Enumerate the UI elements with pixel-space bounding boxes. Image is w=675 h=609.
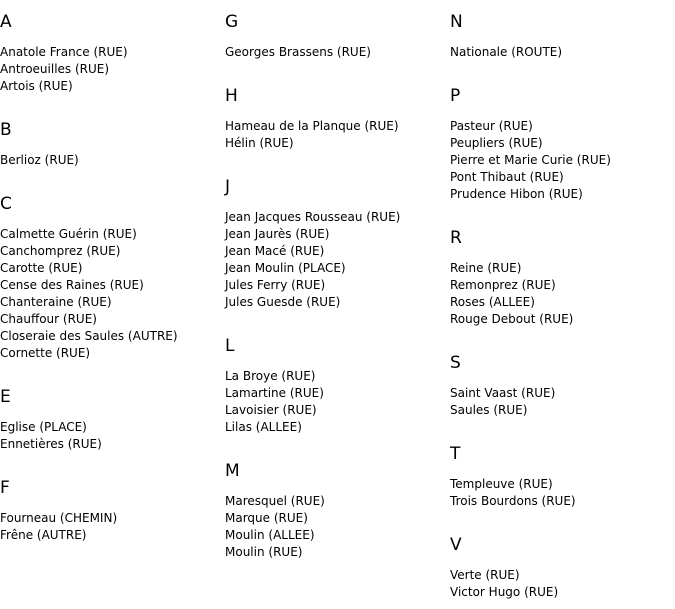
- street-list: [225, 44, 371, 61]
- letter-heading: J: [225, 177, 231, 197]
- street-list: [450, 44, 562, 61]
- street-item[interactable]: Ennetières (RUE): [0, 437, 102, 451]
- street-list: [0, 419, 102, 453]
- street-item[interactable]: Pont Thibaut (RUE): [450, 170, 564, 184]
- street-list: [450, 118, 611, 203]
- letter-heading: N: [450, 12, 463, 32]
- letter-group-p: [450, 86, 611, 203]
- street-list: [225, 118, 399, 152]
- letter-heading: G: [225, 12, 239, 32]
- letter-group-e: [0, 387, 102, 453]
- street-item[interactable]: Nationale (ROUTE): [450, 45, 563, 59]
- street-item[interactable]: Jean Moulin (PLACE): [225, 261, 346, 275]
- street-item[interactable]: Templeuve (RUE): [450, 477, 553, 491]
- street-item[interactable]: Jean Jaurès (RUE): [225, 227, 330, 241]
- letter-group-c: [0, 194, 178, 362]
- street-item[interactable]: Lavoisier (RUE): [225, 403, 317, 417]
- street-list: [225, 209, 400, 311]
- letter-heading: V: [450, 535, 462, 555]
- street-item[interactable]: Peupliers (RUE): [450, 136, 543, 150]
- street-item[interactable]: Jean Macé (RUE): [225, 244, 325, 258]
- street-item[interactable]: Verte (RUE): [450, 568, 520, 582]
- street-item[interactable]: Antroeuilles (RUE): [0, 62, 110, 76]
- street-item[interactable]: Jules Ferry (RUE): [225, 278, 326, 292]
- street-item[interactable]: Jean Jacques Rousseau (RUE): [225, 210, 401, 224]
- street-item[interactable]: Pierre et Marie Curie (RUE): [450, 153, 611, 167]
- street-item[interactable]: Cornette (RUE): [0, 346, 91, 360]
- street-list: [0, 152, 79, 169]
- street-item[interactable]: Reine (RUE): [450, 261, 522, 275]
- street-item[interactable]: Moulin (RUE): [225, 545, 303, 559]
- letter-heading: F: [0, 478, 10, 498]
- letter-group-f: [0, 478, 117, 544]
- street-list: [0, 44, 128, 95]
- street-item[interactable]: Chanteraine (RUE): [0, 295, 112, 309]
- letter-group-s: [450, 353, 555, 419]
- street-item[interactable]: Roses (ALLEE): [450, 295, 535, 309]
- street-item[interactable]: Lamartine (RUE): [225, 386, 324, 400]
- letter-group-j: [225, 177, 400, 311]
- letter-group-l: [225, 336, 324, 436]
- street-item[interactable]: Fourneau (CHEMIN): [0, 511, 118, 525]
- street-list: [450, 567, 558, 601]
- letter-heading: T: [450, 444, 461, 464]
- letter-heading: E: [0, 387, 11, 407]
- street-item[interactable]: Georges Brassens (RUE): [225, 45, 371, 59]
- street-item[interactable]: Anatole France (RUE): [0, 45, 128, 59]
- letter-heading: S: [450, 353, 461, 373]
- street-item[interactable]: Closeraie des Saules (AUTRE): [0, 329, 178, 343]
- street-item[interactable]: Jules Guesde (RUE): [225, 295, 341, 309]
- letter-group-g: [225, 12, 371, 61]
- letter-heading: P: [450, 86, 461, 106]
- street-item[interactable]: Trois Bourdons (RUE): [450, 494, 576, 508]
- street-item[interactable]: Remonprez (RUE): [450, 278, 556, 292]
- street-item[interactable]: Carotte (RUE): [0, 261, 83, 275]
- street-item[interactable]: Rouge Debout (RUE): [450, 312, 574, 326]
- letter-heading: A: [0, 12, 12, 32]
- street-list: [450, 385, 555, 419]
- street-item[interactable]: Saint Vaast (RUE): [450, 386, 556, 400]
- street-list: [450, 260, 573, 328]
- street-item[interactable]: Calmette Guérin (RUE): [0, 227, 137, 241]
- letter-group-a: [0, 12, 128, 95]
- street-list: [0, 510, 117, 544]
- street-item[interactable]: Hélin (RUE): [225, 136, 294, 150]
- letter-heading: B: [0, 120, 12, 140]
- letter-group-b: [0, 120, 79, 169]
- street-list: [450, 476, 576, 510]
- letter-group-m: [225, 461, 325, 561]
- street-list: [0, 226, 178, 362]
- street-item[interactable]: Prudence Hibon (RUE): [450, 187, 583, 201]
- street-item[interactable]: Maresquel (RUE): [225, 494, 325, 508]
- letter-heading: L: [225, 336, 235, 356]
- street-item[interactable]: Hameau de la Planque (RUE): [225, 119, 399, 133]
- street-item[interactable]: La Broye (RUE): [225, 369, 316, 383]
- letter-heading: R: [450, 228, 462, 248]
- street-item[interactable]: Artois (RUE): [0, 79, 73, 93]
- street-item[interactable]: Canchomprez (RUE): [0, 244, 121, 258]
- street-item[interactable]: Moulin (ALLEE): [225, 528, 315, 542]
- letter-heading: M: [225, 461, 240, 481]
- street-item[interactable]: Chauffour (RUE): [0, 312, 97, 326]
- street-item[interactable]: Victor Hugo (RUE): [450, 585, 559, 599]
- letter-group-n: [450, 12, 562, 61]
- letter-group-t: [450, 444, 576, 510]
- street-list: [225, 493, 325, 561]
- street-item[interactable]: Pasteur (RUE): [450, 119, 533, 133]
- street-list: [225, 368, 324, 436]
- street-item[interactable]: Saules (RUE): [450, 403, 528, 417]
- letter-heading: C: [0, 194, 12, 214]
- street-item[interactable]: Eglise (PLACE): [0, 420, 87, 434]
- letter-group-h: [225, 86, 399, 152]
- street-item[interactable]: Frêne (AUTRE): [0, 528, 87, 542]
- letter-group-v: [450, 535, 558, 601]
- street-item[interactable]: Cense des Raines (RUE): [0, 278, 144, 292]
- street-item[interactable]: Marque (RUE): [225, 511, 308, 525]
- street-item[interactable]: Berlioz (RUE): [0, 153, 79, 167]
- letter-group-r: [450, 228, 573, 328]
- street-item[interactable]: Lilas (ALLEE): [225, 420, 302, 434]
- letter-heading: H: [225, 86, 238, 106]
